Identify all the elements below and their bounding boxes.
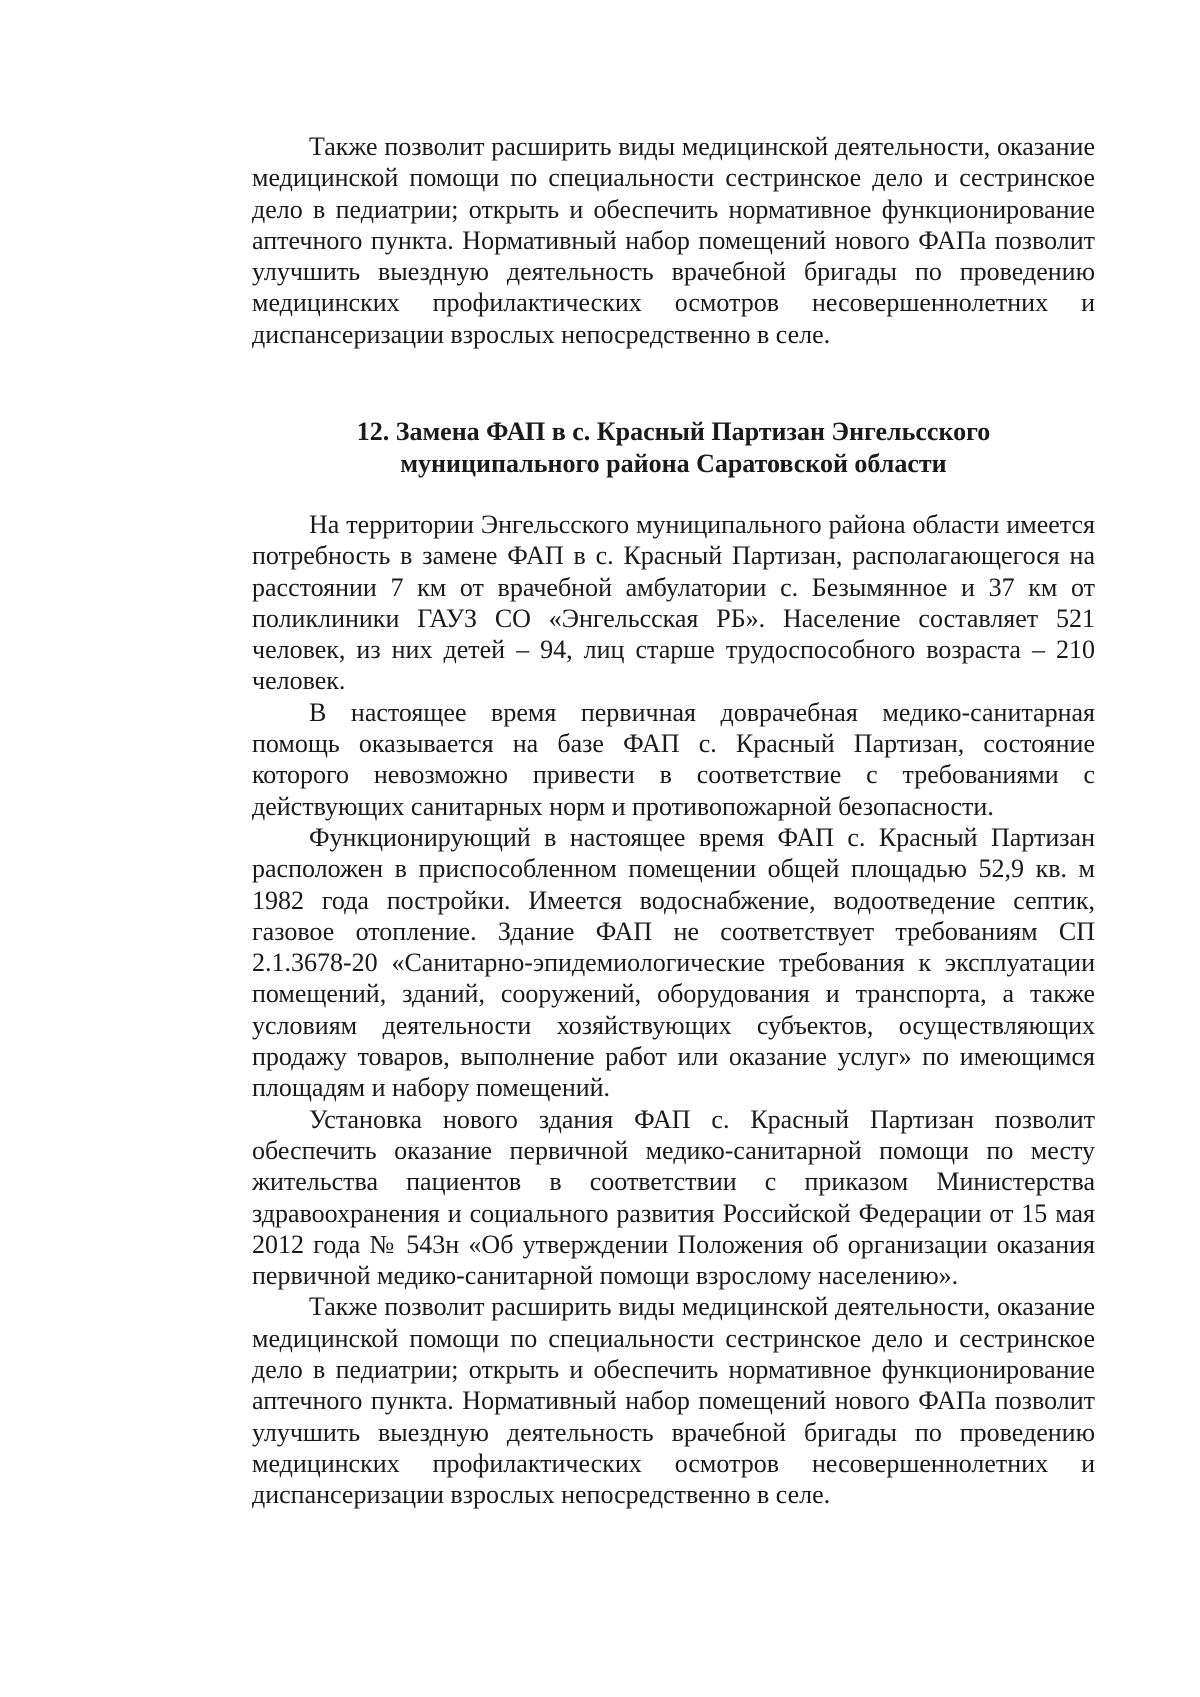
section-heading bbox=[252, 416, 1095, 479]
paragraph: Также позволит расширить виды медицинской деятельности, оказание медицинской помощи по специальности сестринское дело и сестринское дело в педиатрии; открыть и обеспечить нормативное функционирование аптечного пункта. Нормативный набор помещений нового ФАПа позволит улучшить выездную деятельность врачебной бригады по проведению медицинских профилактических осмотров несовершеннолетних и диспансеризации взрослых непосредственно в селе. bbox=[252, 1292, 1095, 1510]
section-heading-line: муниципального района Саратовской области bbox=[400, 448, 947, 478]
paragraph: В настоящее время первичная доврачебная медико-санитарная помощь оказывается на базе ФАП с. Красный Партизан, состояние которого невозможно привести в соответствие с требованиями с действующих санитарных норм и противопожарной безопасности. bbox=[252, 697, 1095, 821]
paragraph: Установка нового здания ФАП с. Красный Партизан позволит обеспечить оказание первичной медико-санитарной помощи по месту жительства пациентов в соответствии с приказом Министерства здравоохранения и социального развития Российской Федерации от 15 мая 2012 года № 543н «Об утверждении Положения об организации оказания первичной медико-санитарной помощи взрослому населению». bbox=[252, 1104, 1095, 1291]
section-heading-line: 12. Замена ФАП в с. Красный Партизан Энгельсского bbox=[356, 417, 991, 446]
paragraph: Также позволит расширить виды медицинской деятельности, оказание медицинской помощи по специальности сестринское дело и сестринское дело в педиатрии; открыть и обеспечить нормативное функционирование аптечного пункта. Нормативный набор помещений нового ФАПа позволит улучшить выездную деятельность врачебной бригады по проведению медицинских профилактических осмотров несовершеннолетних и диспансеризации взрослых непосредственно в селе. bbox=[252, 132, 1095, 349]
section-body bbox=[252, 509, 1095, 1511]
paragraph: На территории Энгельсского муниципального района области имеется потребность в замене ФАП в с. Красный Партизан, располагающегося на расстоянии 7 км от врачебной амбулатории с. Безымянное и 37 км от поликлиники ГАУЗ СО «Энгельсская РБ». Население составляет 521 человек, из них детей – 94, лиц старше трудоспособного возраста – 210 человек. bbox=[252, 510, 1095, 696]
paragraph: Функционирующий в настоящее время ФАП с. Красный Партизан расположен в приспособленном помещении общей площадью 52,9 кв. м 1982 года постройки. Имеется водоснабжение, водоотведение септик, газовое отопление. Здание ФАП не соответствует требованиям СП 2.1.3678-20 «Санитарно-эпидемиологические требования к эксплуатации помещений, зданий, сооружений, оборудования и транспорта, а также условиям деятельности хозяйствующих субъектов, осуществляющих продажу товаров, выполнение работ или оказание услуг» по имеющимся площадям и набору помещений. bbox=[252, 822, 1095, 1103]
continuation-text bbox=[252, 131, 1095, 350]
